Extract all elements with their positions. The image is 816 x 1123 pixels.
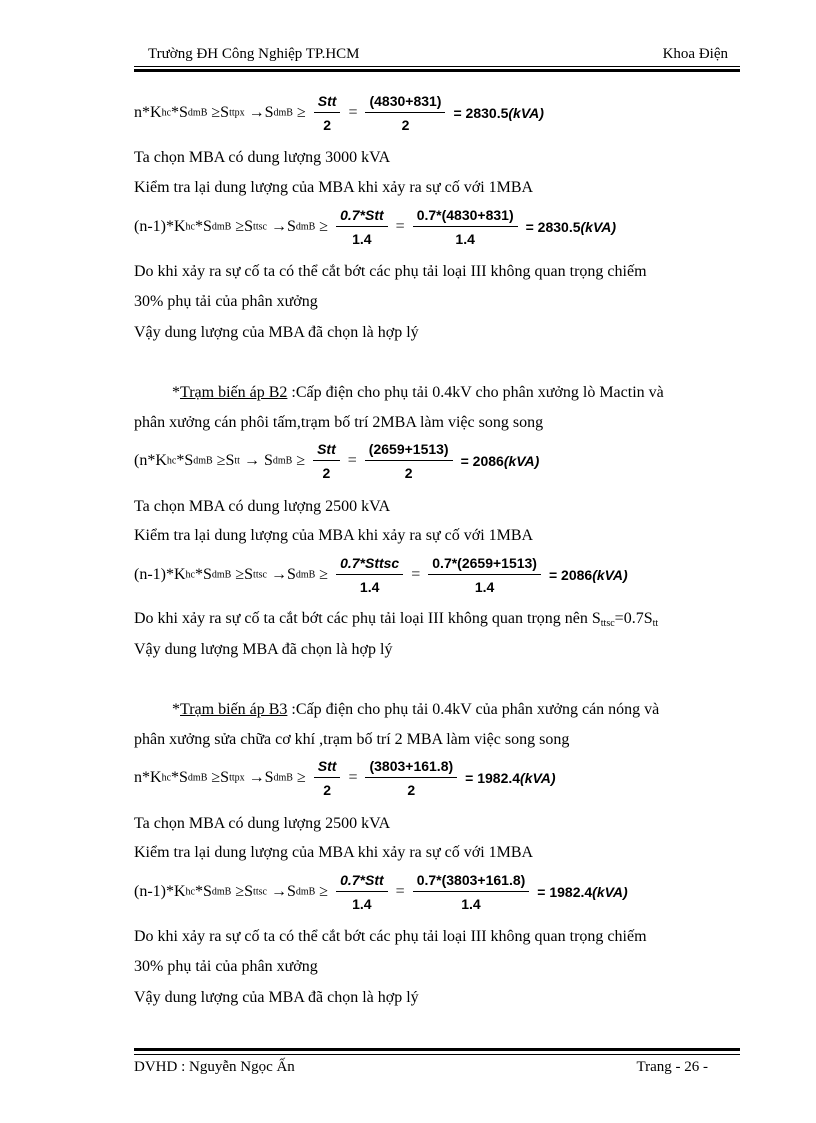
b3-equation-2: (n-1)*Khc*SdmB ≥Sttsc →SdmB ≥ $\frac{\text{0.7*Stt}}{1.4}$ = $\frac{0.7*(3803+161.8)}{1.4}$ = 1982.4(kVA) — [134, 872, 628, 912]
fraction: $\frac{\text{0.7*Stt}}{1.4}$ — [336, 871, 388, 913]
fraction: $\frac{\text{Stt}}{2}$ — [314, 757, 341, 799]
b3-equation-1: n*Khc*SdmB ≥Sttpx →SdmB ≥ $\frac{\text{Stt}}{2}$ = $\frac{(3803+161.8)}{2}$ = 1982.4(kVA) — [134, 758, 556, 798]
fraction: $\frac{\text{Stt}}{2}$ — [314, 92, 341, 134]
fraction: $\frac{\text{Stt}}{2}$ — [313, 440, 340, 482]
b2-equation-2: (n-1)*Khc*SdmB ≥Sttsc →SdmB ≥ $\frac{\text{0.7*Sttsc}}{1.4}$ = $\frac{0.7*(2659+1513)}{1.4}$ = 2086(kVA) — [134, 555, 628, 595]
paragraph: Kiểm tra lại dung lượng của MBA khi xảy ra sự cố với 1MBA — [134, 844, 534, 861]
paragraph: Ta chọn MBA có dung lượng 3000 kVA — [134, 149, 391, 166]
b3-intro-line-1: *Trạm biến áp B3 :Cấp điện cho phụ tải 0.4kV của phân xưởng cán nóng và — [172, 701, 660, 718]
b3-intro-line-2: phân xưởng sửa chữa cơ khí ,trạm bố trí 2 MBA làm việc song song — [134, 731, 570, 748]
header-rule-thick — [134, 69, 740, 72]
paragraph: Vậy dung lượng của MBA đã chọn là hợp lý — [134, 989, 419, 1006]
b2-equation-1: (n*Khc*SdmB ≥Stt → SdmB ≥ $\frac{\text{Stt}}{2}$ = $\frac{(2659+1513)}{2}$ = 2086(kVA) — [134, 441, 540, 481]
page-number: Trang - 26 - — [636, 1059, 708, 1075]
fraction: $\frac{(4830+831)}{2}$ — [365, 92, 445, 134]
footer-rule — [134, 1054, 740, 1055]
fraction: $\frac{\text{0.7*Sttsc}}{1.4}$ — [336, 554, 403, 596]
paragraph: Kiểm tra lại dung lượng của MBA khi xảy ra sự cố với 1MBA — [134, 527, 534, 544]
b2-intro-line-2: phân xưởng cán phôi tấm,trạm bố trí 2MBA làm việc song song — [134, 414, 544, 431]
fraction: $\frac{(3803+161.8)}{2}$ — [365, 757, 457, 799]
fraction: $\frac{0.7*(4830+831)}{1.4}$ — [413, 206, 518, 248]
paragraph: Do khi xảy ra sự cố ta có thể cắt bớt các phụ tải loại III không quan trọng chiếm — [134, 263, 647, 280]
b1-equation-1: n*Khc*SdmB ≥Sttpx →SdmB ≥ $\frac{\text{Stt}}{2}$ = $\frac{(4830+831)}{2}$ = 2830.5(kVA) — [134, 93, 544, 133]
paragraph: Kiểm tra lại dung lượng của MBA khi xảy ra sự cố với 1MBA — [134, 179, 534, 196]
header-faculty: Khoa Điện — [662, 46, 728, 62]
paragraph: Vậy dung lượng của MBA đã chọn là hợp lý — [134, 324, 419, 341]
b2-intro-line-1: *Trạm biến áp B2 :Cấp điện cho phụ tải 0.4kV cho phân xưởng lò Mactin và — [172, 384, 664, 401]
b1-equation-2: (n-1)*Khc*SdmB ≥Sttsc →SdmB ≥ $\frac{\text{0.7*Stt}}{1.4}$ = $\frac{0.7*(4830+831)}{1.4}$ = 2830.5(kVA) — [134, 207, 617, 247]
b3-title: Trạm biến áp B3 — [180, 701, 288, 718]
b2-title: Trạm biến áp B2 — [180, 384, 288, 401]
fraction: $\frac{(2659+1513)}{2}$ — [365, 440, 453, 482]
paragraph: Do khi xảy ra sự cố ta cắt bớt các phụ tải loại III không quan trọng nên $S_{ttsc}=0.7S_{tt}$ — [134, 610, 659, 629]
fraction: $\frac{0.7*(3803+161.8)}{1.4}$ — [413, 871, 530, 913]
header-rule — [134, 66, 740, 67]
paragraph: Ta chọn MBA có dung lượng 2500 kVA — [134, 498, 391, 515]
fraction: $\frac{0.7*(2659+1513)}{1.4}$ — [428, 554, 541, 596]
fraction: $\frac{\text{0.7*Stt}}{1.4}$ — [336, 206, 388, 248]
footer-author: DVHD : Nguyễn Ngọc Ấn — [134, 1059, 295, 1075]
paragraph: 30% phụ tải của phân xưởng — [134, 293, 318, 310]
paragraph: Vậy dung lượng MBA đã chọn là hợp lý — [134, 641, 393, 658]
paragraph: 30% phụ tải của phân xưởng — [134, 958, 318, 975]
paragraph: Do khi xảy ra sự cố ta có thể cắt bớt các phụ tải loại III không quan trọng chiếm — [134, 928, 647, 945]
paragraph: Ta chọn MBA có dung lượng 2500 kVA — [134, 815, 391, 832]
header-school: Trường ĐH Công Nghiệp TP.HCM — [148, 46, 360, 62]
footer-rule-thick — [134, 1048, 740, 1051]
